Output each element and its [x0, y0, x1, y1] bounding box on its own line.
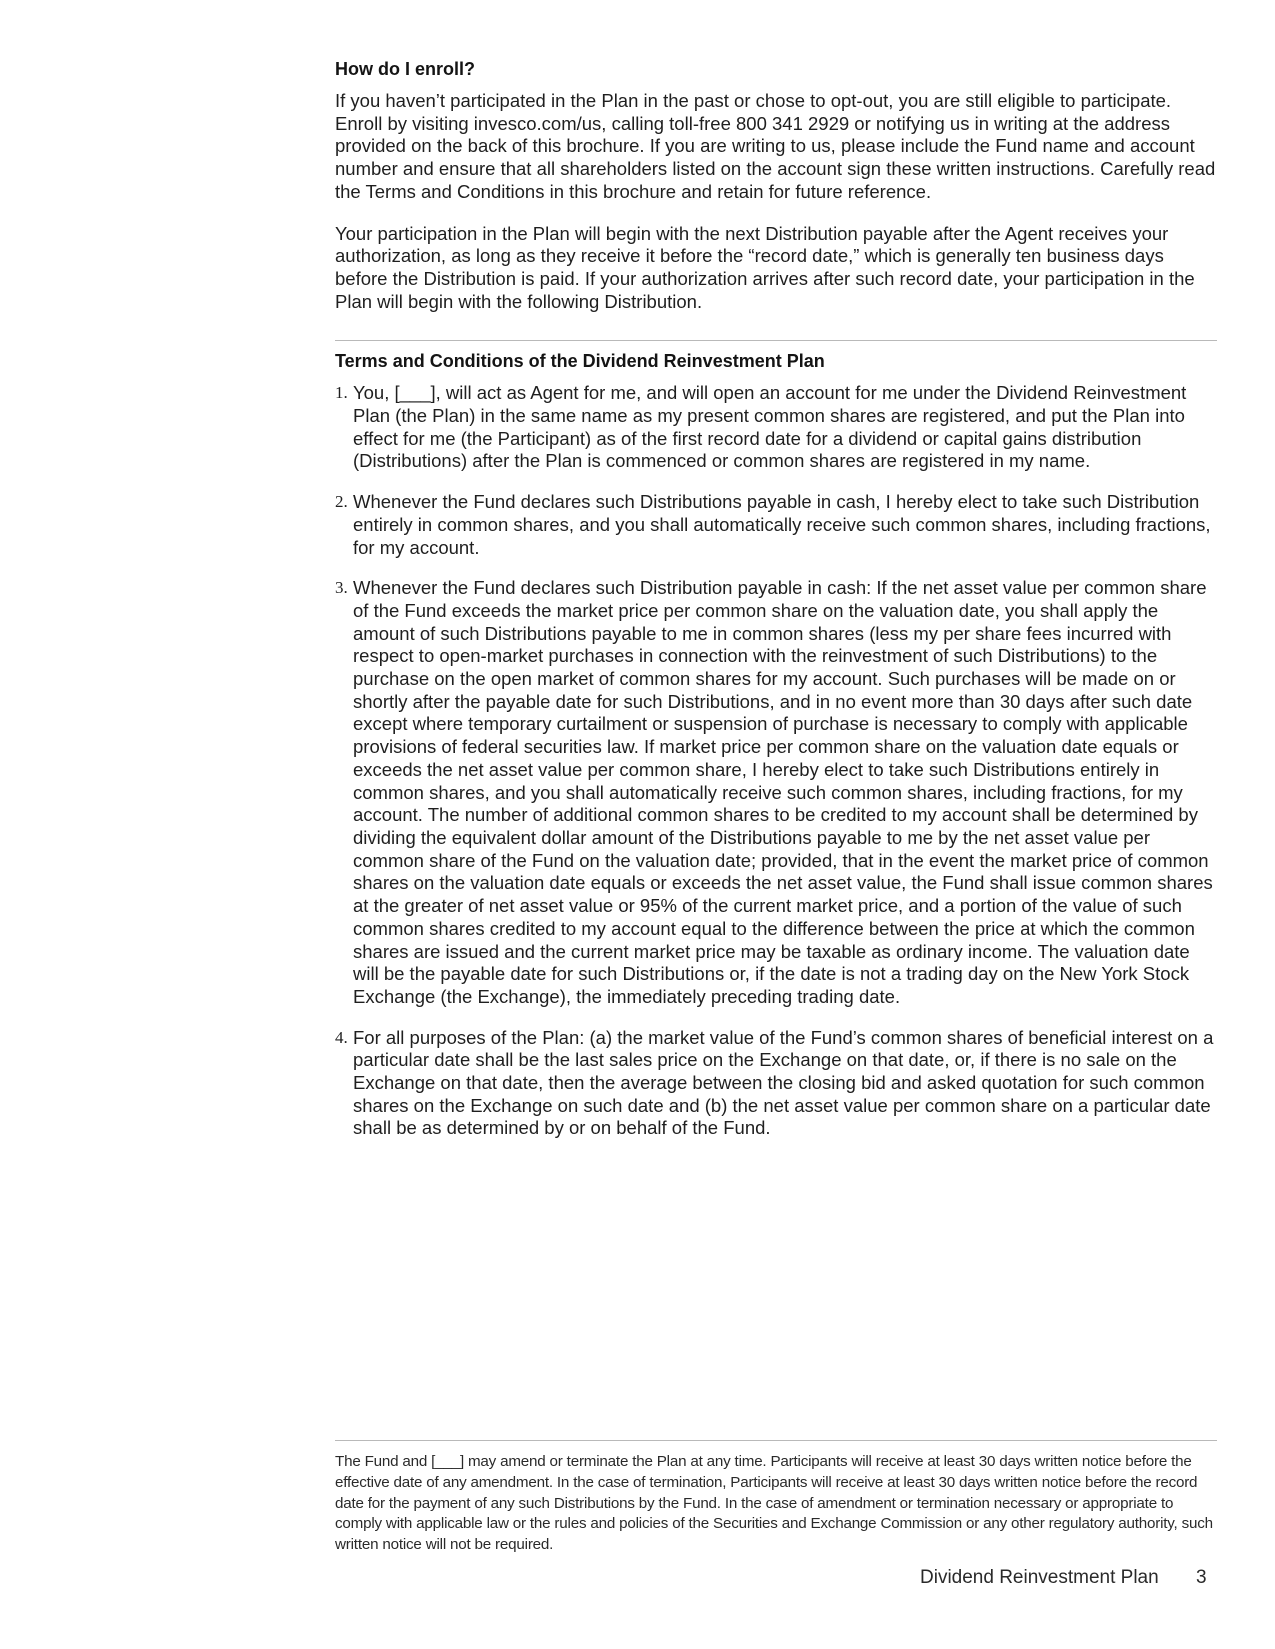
terms-item-text: For all purposes of the Plan: (a) the market value of the Fund’s common shares of beneficial interest on a particular date shall be the last sales price on the Exchange on that date, or, if there is no sale on the Exchange on that date, then the average between the closing bid and asked quotation for such common shares on the Exchange on such date and (b) the net asset value per common share on a particular date shall be as determined by or on behalf of the Fund. [353, 1026, 1214, 1139]
enroll-paragraph: If you haven’t participated in the Plan in the past or chose to opt-out, you are still eligible to participate. Enroll by visiting invesco.com/us, calling toll-free 800 341 2929 or notifying us in writing at the address provided on the back of this brochure. If you are writing to us, please include the Fund name and account number and ensure that all shareholders listed on the account sign these written instructions. Carefully read the Terms and Conditions in this brochure and retain for future reference. [335, 90, 1216, 202]
enroll-heading: How do I enroll? [335, 59, 475, 79]
section-divider [335, 340, 1217, 341]
footnote-divider [335, 1440, 1217, 1441]
terms-item-number: 1. [335, 383, 348, 403]
terms-item [335, 382, 1217, 473]
terms-item [335, 577, 1217, 1008]
terms-heading: Terms and Conditions of the Dividend Reinvestment Plan [335, 351, 825, 372]
terms-item [335, 1027, 1217, 1141]
page-number: 3 [1196, 1567, 1207, 1588]
footnote [335, 1440, 1217, 1556]
terms-item-number: 2. [335, 492, 348, 512]
terms-item-text: Whenever the Fund declares such Distribution payable in cash: If the net asset value per common share of the Fund exceeds the market price per common share on the valuation date, you shall apply the amount of such Distributions payable to me in common shares (less my per share fees incurred with respect to open-market purchases in connection with the reinvestment of such Distributions) to the purchase on the open market of common shares for my account. Such purchases will be made on or shortly after the payable date for such Distributions, and in no event more than 30 days after such date except where temporary curtailment or suspension of purchase is necessary to comply with applicable provisions of federal securities law. If market price per common share on the valuation date equals or exceeds the net asset value per common share, I hereby elect to take such Distributions entirely in common shares, and you shall automatically receive such common shares, including fractions, for my account. The number of additional common shares to be credited to my account shall be determined by dividing the equivalent dollar amount of the Distributions payable to me by the net asset value per common share of the Fund on the valuation date; provided, that in the event the market price of common shares on the valuation date equals or exceeds the net asset value, the Fund shall issue common shares at the greater of net asset value or 95% of the current market price, and a portion of the value of such common shares credited to my account equal to the difference between the price at which the common shares are issued and the current market price may be taxable as ordinary income. The valuation date will be the payable date for such Distributions or, if the date is not a trading day on the New York Stock Exchange (the Exchange), the immediately preceding trading date. [353, 577, 1213, 1007]
terms-item-number: 4. [335, 1027, 348, 1047]
terms-item-number: 3. [335, 578, 348, 598]
terms-item-text: You, [___], will act as Agent for me, and will open an account for me under the Dividend Reinvestment Plan (the Plan) in the same name as my present common shares are registered, and put the Plan into effect for me (the Participant) as of the first record date for a dividend or capital gains distribution (Distributions) after the Plan is commenced or common shares are registered in my name. [353, 382, 1187, 472]
main-content [335, 58, 1217, 1158]
enroll-paragraph: Your participation in the Plan will begin with the next Distribution payable after the Agent receives your authorization, as long as they receive it before the “record date,” which is generally ten business days before the Distribution is paid. If your authorization arrives after such record date, your participation in the Plan will begin with the following Distribution. [335, 222, 1195, 312]
footnote-text: The Fund and [___] may amend or terminate the Plan at any time. Participants will receive at least 30 days written notice before the effective date of any amendment. In the case of termination, Participants will receive at least 30 days written notice before the record date for the payment of any such Distributions by the Fund. In the case of amendment or termination necessary or appropriate to comply with applicable law or the rules and policies of the Securities and Exchange Commission or any other regulatory authority, such written notice will not be required. [335, 1453, 1213, 1554]
footer-title: Dividend Reinvestment Plan [920, 1567, 1159, 1588]
terms-item [335, 491, 1217, 559]
terms-item-text: Whenever the Fund declares such Distributions payable in cash, I hereby elect to take such Distribution entirely in common shares, and you shall automatically receive such common shares, including fractions, for my account. [353, 491, 1211, 558]
terms-list [335, 382, 1217, 1140]
